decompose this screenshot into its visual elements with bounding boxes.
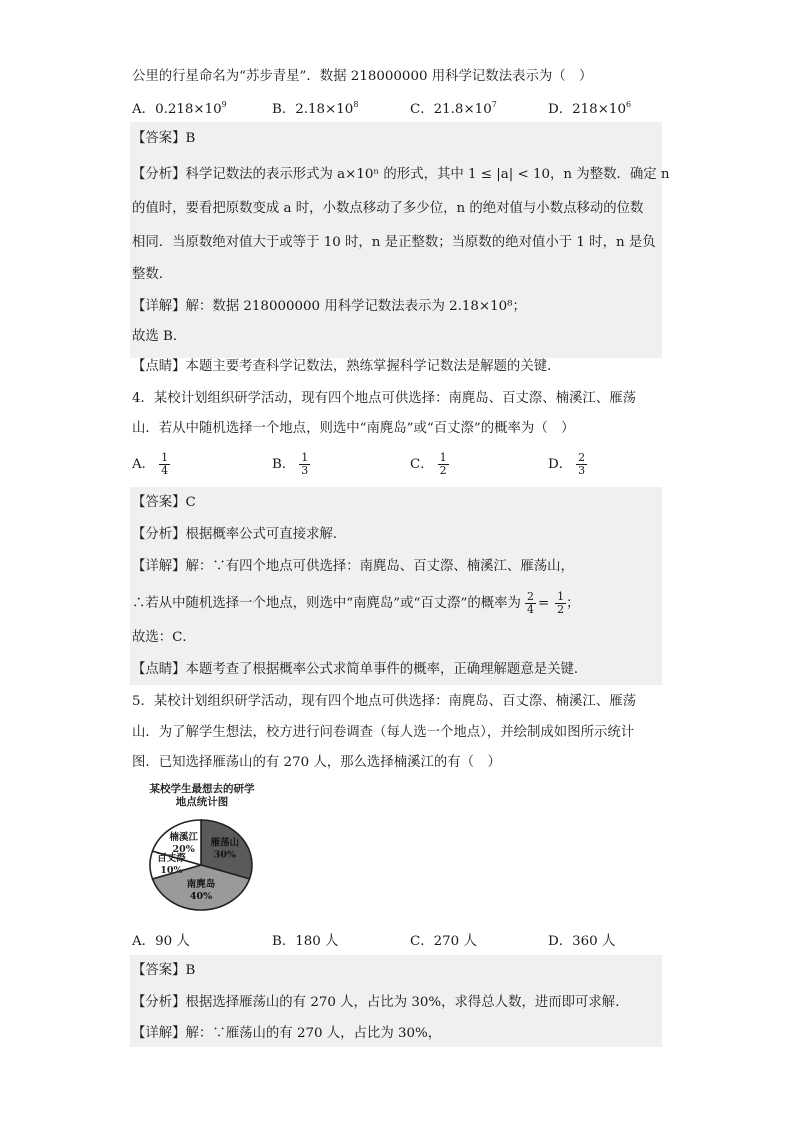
q3-option-c: C．$21.8\times 10^7$: [410, 100, 497, 117]
q5-stem-1: 5．某校计划组织研学活动，现有四个地点可供选择：南麂岛、百丈漈、楠溪江、雁荡: [132, 694, 636, 709]
q3-analysis-1: 【分析】科学记数法的表示形式为 a×10ⁿ 的形式，其中 1 ≤ |a| < 10，n 为整数．确定 n: [132, 167, 670, 182]
q5-stem-3: 图．已知选择雁荡山的有 270 人，那么选择楠溪江的有（ ）: [132, 755, 501, 770]
q4-stem-1: 4．某校计划组织研学活动，现有四个地点可供选择：南麂岛、百丈漈、楠溪江、雁荡: [132, 391, 636, 406]
q3-detail: 【详解】解：数据 218000000 用科学记数法表示为 2.18×10⁸；: [132, 299, 526, 314]
q5-answer: 【答案】B: [132, 963, 196, 978]
pie-label-value-0: 30%: [213, 849, 237, 861]
q5-detail: 【详解】解：∵雁荡山的有 270 人，占比为 30%，: [132, 1026, 442, 1041]
q4-option-c: C． $\frac{1}{2}$: [410, 451, 447, 477]
q4-solution-box: [130, 487, 662, 685]
q5-option-a: A．90 人: [132, 934, 190, 949]
q4-answer: 【答案】C: [132, 495, 196, 510]
chart-title-line-2: 地点统计图: [175, 796, 229, 808]
pie-label-name-2: 百丈漈: [157, 853, 186, 864]
pie-label-value-3: 20%: [172, 843, 195, 855]
pie-label-name-0: 雁荡山: [210, 837, 240, 849]
q3-choose: 故选 B．: [132, 329, 187, 344]
q4-options: [132, 452, 662, 482]
q5-options: [132, 930, 662, 954]
pie-chart: [134, 781, 274, 921]
q5-option-d: D．360 人: [548, 934, 616, 949]
q4-stem-2: 山．若从中随机选择一个地点，则选中“南麂岛”或“百丈漈”的概率为（ ）: [132, 421, 575, 436]
q4-detail-1: 【详解】解：∵有四个地点可供选择：南麂岛、百丈漈、楠溪江、雁荡山，: [132, 559, 574, 574]
q3-analysis-2: 的值时，要看把原数变成 a 时，小数点移动了多少位，n 的绝对值与小数点移动的位数: [132, 201, 644, 216]
pie-label-name-1: 南麂岛: [186, 879, 216, 891]
q4-option-d: D． $\frac{2}{3}$: [548, 451, 586, 477]
pie-label-value-2: 10%: [160, 865, 183, 876]
q5-stem-2: 山．为了解学生想法，校方进行问卷调查（每人选一个地点），并绘制成如图所示统计: [132, 725, 635, 740]
q5-option-c: C．270 人: [410, 934, 477, 949]
q4-option-b: B． $\frac{1}{3}$: [272, 451, 309, 477]
q3-options: [132, 98, 662, 122]
q3-answer: 【答案】B: [132, 131, 196, 146]
pie-label-value-1: 40%: [189, 891, 213, 903]
q4-option-a: A． $\frac{1}{4}$: [132, 451, 169, 477]
q3-stem-tail: 公里的行星命名为“苏步青星”．数据 218000000 用科学记数法表示为（ ）: [132, 69, 593, 84]
q4-comment: 【点睛】本题考查了根据概率公式求简单事件的概率，正确理解题意是关键．: [132, 662, 588, 677]
q3-option-d: D．$218\times 10^6$: [548, 100, 632, 117]
pie-label-name-3: 楠溪江: [169, 831, 198, 843]
chart-title-line-1: 某校学生最想去的研学: [149, 783, 255, 795]
q3-comment: 【点睛】本题主要考查科学记数法，熟练掌握科学记数法是解题的关键．: [132, 359, 561, 374]
q5-option-b: B．180 人: [272, 934, 339, 949]
q4-choose: 故选：C．: [132, 630, 196, 645]
q4-detail-2: ∴若从中随机选择一个地点，则选中“南麂岛”或“百丈漈”的概率为 $\frac{2}{4}$ = $\frac{1}{2}$ ；: [132, 590, 580, 616]
q3-option-a: A．$0.218\times 10^9$: [132, 100, 227, 117]
q3-option-b: B．$2.18\times 10^8$: [272, 100, 359, 117]
q4-analysis: 【分析】根据概率公式可直接求解．: [132, 527, 347, 542]
q3-analysis-3: 相同．当原数绝对值大于或等于 10 时，n 是正整数；当原数的绝对值小于 1 时，n 是负: [132, 235, 656, 250]
q5-analysis: 【分析】根据选择雁荡山的有 270 人，占比为 30%，求得总人数，进而即可求解．: [132, 995, 629, 1010]
q3-analysis-4: 整数．: [132, 267, 173, 282]
